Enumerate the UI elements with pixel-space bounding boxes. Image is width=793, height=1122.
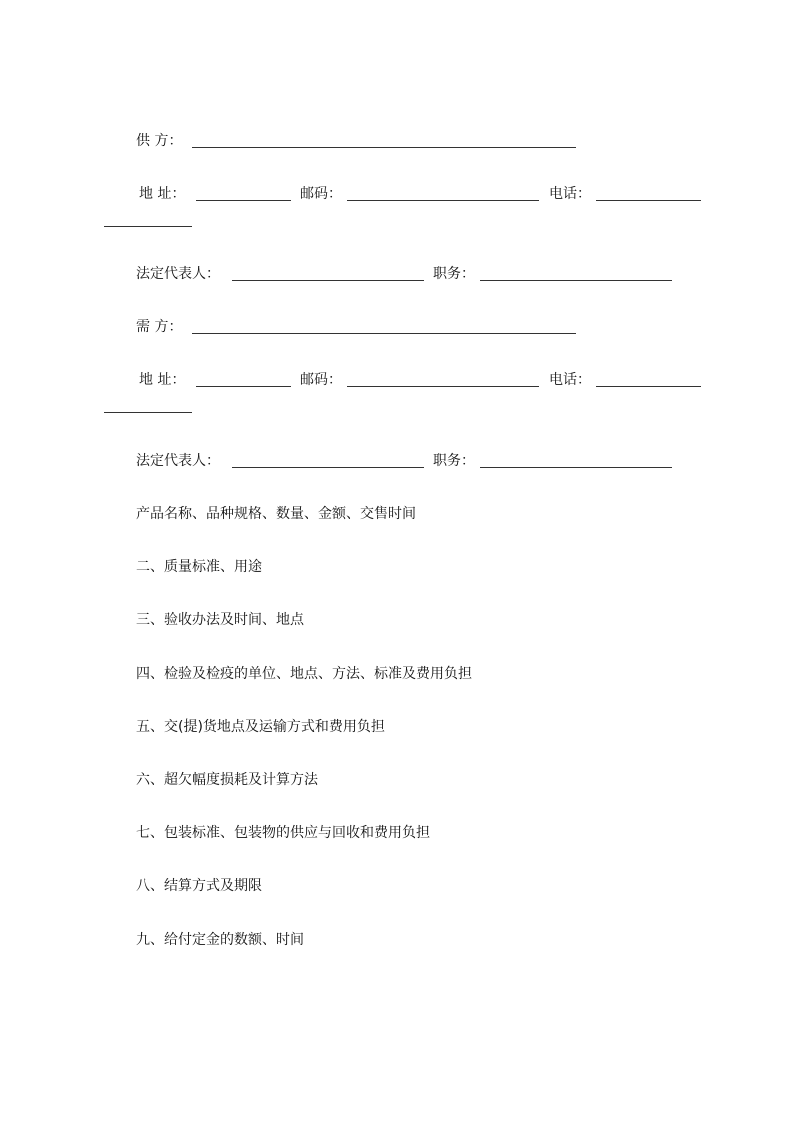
buyer-label: 需 方： [136, 319, 183, 335]
supplier-position-label: 职务： [433, 266, 475, 282]
clause-9: 九、给付定金的数额、时间 [136, 932, 304, 948]
supplier-address-label: 地 址： [139, 186, 186, 202]
clause-5: 五、交(提)货地点及运输方式和费用负担 [136, 719, 385, 735]
supplier-phone-blank[interactable] [596, 200, 701, 201]
supplier-legal-rep-label: 法定代表人： [136, 266, 220, 282]
buyer-position-label: 职务： [433, 453, 475, 469]
buyer-phone-label: 电话： [549, 372, 591, 388]
clause-2: 二、质量标准、用途 [136, 559, 262, 575]
supplier-label: 供 方： [136, 133, 183, 149]
buyer-postcode-label: 邮码： [300, 372, 342, 388]
supplier-phone-label: 电话： [549, 186, 591, 202]
clause-6: 六、超欠幅度损耗及计算方法 [136, 772, 318, 788]
clause-7: 七、包装标准、包装物的供应与回收和费用负担 [136, 825, 430, 841]
supplier-postcode-label: 邮码： [300, 186, 342, 202]
supplier-position-blank[interactable] [480, 280, 672, 281]
clause-3: 三、验收办法及时间、地点 [136, 612, 304, 628]
supplier-name-blank[interactable] [192, 147, 576, 148]
buyer-name-blank[interactable] [192, 333, 576, 334]
clause-8: 八、结算方式及期限 [136, 878, 262, 894]
buyer-legal-rep-label: 法定代表人： [136, 453, 220, 469]
buyer-phone-blank-continued[interactable] [104, 412, 192, 413]
buyer-legal-rep-blank[interactable] [232, 467, 424, 468]
supplier-legal-rep-blank[interactable] [232, 280, 424, 281]
clause-1: 产品名称、品种规格、数量、金额、交售时间 [136, 506, 416, 522]
supplier-phone-blank-continued[interactable] [104, 226, 192, 227]
supplier-postcode-blank[interactable] [347, 200, 539, 201]
supplier-address-blank[interactable] [196, 200, 291, 201]
buyer-phone-blank[interactable] [596, 386, 701, 387]
buyer-postcode-blank[interactable] [347, 386, 539, 387]
buyer-address-label: 地 址： [139, 372, 186, 388]
buyer-address-blank[interactable] [196, 386, 291, 387]
buyer-position-blank[interactable] [480, 467, 672, 468]
clause-4: 四、检验及检疫的单位、地点、方法、标准及费用负担 [136, 666, 472, 682]
